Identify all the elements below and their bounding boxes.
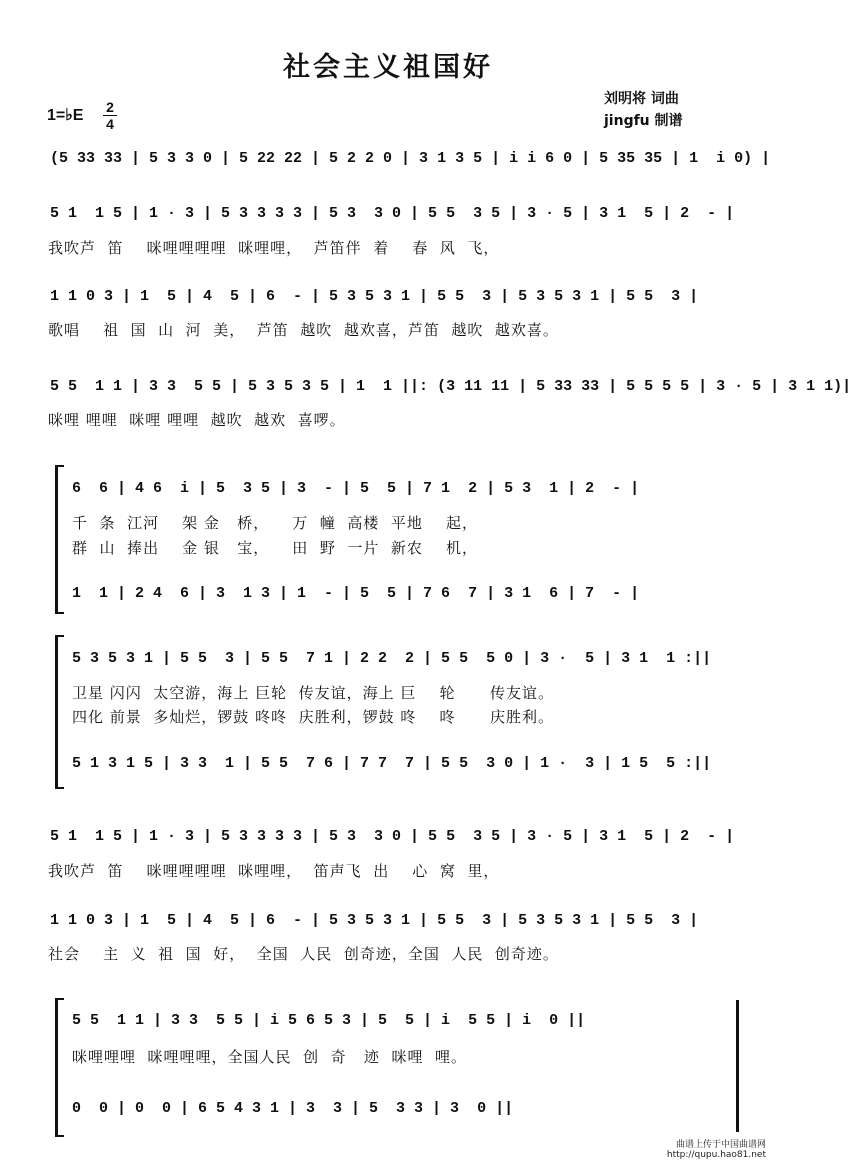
- footer-line-1: 曲谱上传于中国曲谱网: [675, 1140, 766, 1150]
- staff-notes-verse-2: 1 1 0 3 | 1 5 | 4 5 | 6 - | 5 3 5 3 1 | 5 5 3 | 5 3 5 3 1 | 5 5 3 |: [50, 288, 699, 305]
- lyrics-refrain: 咪哩 哩哩 咪哩 哩哩 越吹 越欢 喜啰。: [48, 411, 346, 429]
- staff-notes-ending-lower: 0 0 | 0 0 | 6 5 4 3 1 | 3 3 | 5 3 3 | 3 0 ||: [72, 1100, 514, 1117]
- time-signature-top: 2: [106, 99, 114, 115]
- staff-notes-verse-4: 1 1 0 3 | 1 5 | 4 5 | 6 - | 5 3 5 3 1 | 5 5 3 | 5 3 5 3 1 | 5 5 3 |: [50, 912, 699, 929]
- staff-notes-part-b-lower: 5 1 3 1 5 | 3 3 1 | 5 5 7 6 | 7 7 7 | 5 5 3 0 | 1 · 3 | 1 5 5 :||: [72, 755, 712, 772]
- staff-notes-verse-3: 5 1 1 5 | 1 · 3 | 5 3 3 3 3 | 5 3 3 0 | 5 5 3 5 | 3 · 5 | 3 1 5 | 2 - |: [50, 828, 735, 845]
- lyrics-part-b-line-1: 卫星 闪闪 太空游，海上 巨轮 传友谊，海上 巨 轮 传友谊。: [72, 684, 555, 702]
- staff-notes-intro: (5 33 33 | 5 3 3 0 | 5 22 22 | 5 2 2 0 | 3 1 3 5 | i i 6 0 | 5 35 35 | 1 i 0) |: [50, 150, 771, 167]
- lyrics-verse-1: 我吹芦 笛 咪哩哩哩哩 咪哩哩， 芦笛伴 着 春 风 飞，: [48, 239, 500, 257]
- key-signature: 1=♭E: [47, 107, 84, 124]
- lyrics-part-a-line-2: 群 山 捧出 金 银 宝， 田 野 一片 新农 机，: [72, 539, 478, 557]
- time-signature-bottom: 4: [106, 116, 114, 132]
- part-brace: [55, 998, 64, 1137]
- staff-notes-ending-upper: 5 5 1 1 | 3 3 5 5 | i 5 6 5 3 | 5 5 | i 5 5 | i 0 ||: [72, 1012, 586, 1029]
- lyrics-verse-3: 我吹芦 笛 咪哩哩哩哩 咪哩哩， 笛声飞 出 心 窝 里，: [48, 862, 500, 880]
- lyrics-part-b-line-2: 四化 前景 多灿烂，锣鼓 咚咚 庆胜利，锣鼓 咚 咚 庆胜利。: [72, 708, 555, 726]
- page-title: 社会主义祖国好: [283, 52, 493, 83]
- lyrics-verse-2: 歌唱 祖 国 山 河 美， 芦笛 越吹 越欢喜，芦笛 越吹 越欢喜。: [48, 321, 559, 339]
- lyrics-part-a-line-1: 千 条 江河 架 金 桥， 万 幢 高楼 平地 起，: [72, 514, 478, 532]
- part-brace: [55, 635, 64, 789]
- staff-notes-verse-1: 5 1 1 5 | 1 · 3 | 5 3 3 3 3 | 5 3 3 0 | 5 5 3 5 | 3 · 5 | 3 1 5 | 2 - |: [50, 205, 735, 222]
- composer-credit: 刘明将 词曲: [604, 91, 679, 107]
- lyrics-verse-4: 社会 主 义 祖 国 好， 全国 人民 创奇迹，全国 人民 创奇迹。: [48, 945, 559, 963]
- staff-notes-part-b-upper: 5 3 5 3 1 | 5 5 3 | 5 5 7 1 | 2 2 2 | 5 5 5 0 | 3 · 5 | 3 1 1 :||: [72, 650, 712, 667]
- staff-notes-part-a-lower: 1 1 | 2 4 6 | 3 1 3 | 1 - | 5 5 | 7 6 7 | 3 1 6 | 7 - |: [72, 585, 640, 602]
- part-brace: [55, 465, 64, 614]
- footer-watermark: [667, 1140, 766, 1160]
- staff-notes-part-a-upper: 6 6 | 4 6 i | 5 3 5 | 3 - | 5 5 | 7 1 2 | 5 3 1 | 2 - |: [72, 480, 640, 497]
- time-signature: [103, 100, 117, 131]
- footer-line-2: http://qupu.hao81.net: [666, 1150, 766, 1160]
- lyrics-ending: 咪哩哩哩 咪哩哩哩，全国人民 创 奇 迹 咪哩 哩。: [72, 1048, 467, 1066]
- final-barline: [736, 1000, 739, 1132]
- staff-notes-refrain: 5 5 1 1 | 3 3 5 5 | 5 3 5 3 5 | 1 1 ||: (3 11 11 | 5 33 33 | 5 5 5 5 | 3 · 5 | 3 1 1)|: [50, 378, 851, 395]
- arranger-credit: jingfu 制谱: [604, 113, 683, 129]
